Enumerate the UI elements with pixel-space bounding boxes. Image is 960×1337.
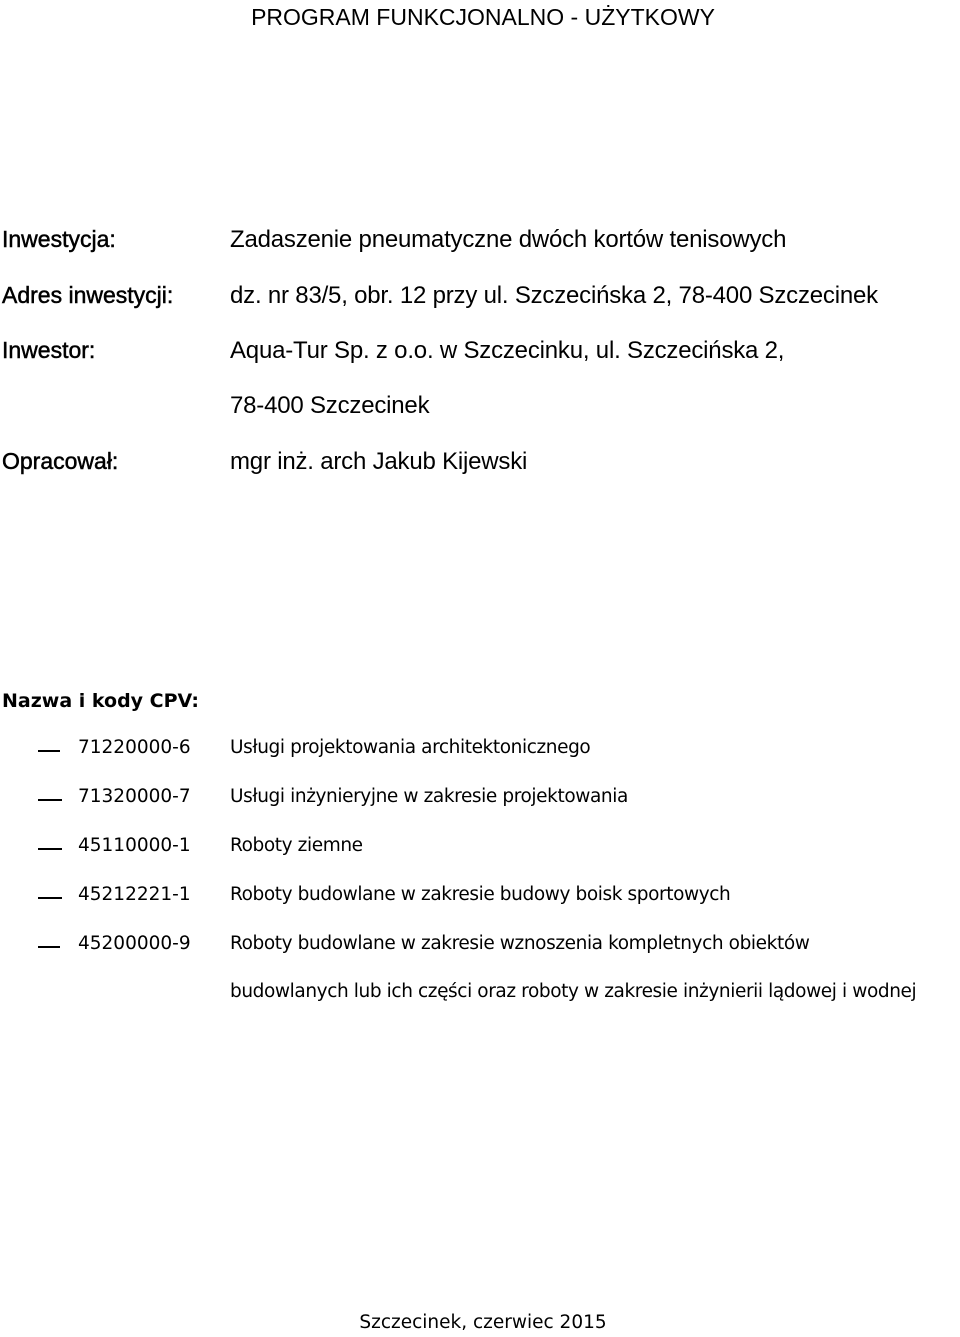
cpv-description-continuation: budowlanych lub ich części oraz roboty w zakresie inżynierii lądowej i wodnej	[230, 981, 917, 1002]
cpv-item-bullet	[38, 799, 62, 801]
investor-label: Inwestor:	[2, 337, 96, 363]
cpv-code: 45110000-1	[78, 835, 191, 856]
cpv-description: Roboty budowlane w zakresie wznoszenia kompletnych obiektów	[230, 933, 810, 954]
investment-value: Zadaszenie pneumatyczne dwóch kortów tenisowych	[230, 226, 787, 253]
cpv-code: 45212221-1	[78, 884, 191, 905]
investor-value-line1: Aqua-Tur Sp. z o.o. w Szczecinku, ul. Szczecińska 2,	[230, 337, 785, 364]
prepared-by-value: mgr inż. arch Jakub Kijewski	[230, 448, 528, 475]
cpv-item-bullet	[38, 750, 60, 752]
investment-label: Inwestycja:	[2, 226, 116, 252]
cpv-description: Roboty ziemne	[230, 835, 363, 856]
cpv-code: 71320000-7	[78, 786, 191, 807]
cpv-item-bullet	[38, 946, 60, 948]
cpv-description: Usługi inżynieryjne w zakresie projektowania	[230, 786, 628, 807]
address-label: Adres inwestycji:	[2, 282, 174, 308]
cpv-description: Roboty budowlane w zakresie budowy boisk sportowych	[230, 884, 731, 905]
investor-value-line2: 78-400 Szczecinek	[230, 392, 430, 419]
place-and-date: Szczecinek, czerwiec 2015	[359, 1312, 607, 1333]
cpv-item-bullet	[38, 897, 62, 899]
cpv-code: 45200000-9	[78, 933, 191, 954]
cpv-item-bullet	[38, 848, 62, 850]
cpv-description: Usługi projektowania architektonicznego	[230, 737, 591, 758]
cpv-code: 71220000-6	[78, 737, 191, 758]
document-title: PROGRAM FUNKCJONALNO - UŻYTKOWY	[251, 4, 715, 30]
prepared-by-label: Opracował:	[2, 448, 119, 474]
cpv-heading: Nazwa i kody CPV:	[2, 690, 199, 712]
address-value: dz. nr 83/5, obr. 12 przy ul. Szczecińska 2, 78-400 Szczecinek	[230, 282, 878, 309]
